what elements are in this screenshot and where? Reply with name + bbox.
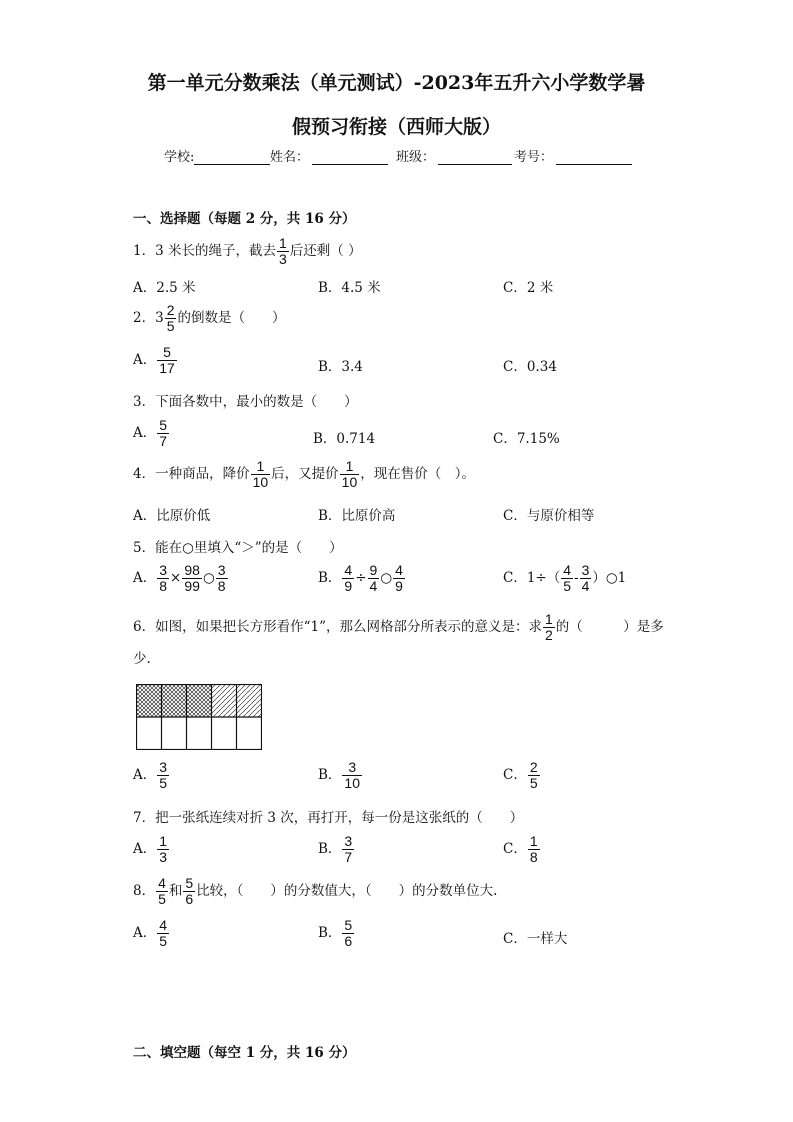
fraction xyxy=(216,563,228,594)
numerator: 5 xyxy=(344,917,353,933)
operator: - xyxy=(574,570,579,586)
numerator: 4 xyxy=(158,875,166,891)
question-text: 后，又提价 xyxy=(271,466,339,482)
question-5 xyxy=(133,536,343,556)
option-text: 2 米 xyxy=(526,280,554,296)
operator: ○ xyxy=(202,570,215,586)
denominator: 5 xyxy=(529,775,538,791)
q3-option-a[interactable] xyxy=(133,418,170,449)
option-label: C． xyxy=(503,570,527,586)
q4-option-a[interactable] xyxy=(133,504,210,524)
exam-no-label: 考号： xyxy=(514,150,554,165)
option-text: 1÷（ xyxy=(526,570,561,586)
exam-no-field[interactable] xyxy=(514,146,632,165)
question-text: 的倒数是（ ） xyxy=(177,310,286,326)
option-label: B． xyxy=(318,841,342,857)
question-7 xyxy=(133,806,523,826)
fraction xyxy=(156,876,168,907)
q6-option-b[interactable] xyxy=(318,760,363,791)
q3-option-b[interactable] xyxy=(313,427,375,447)
denominator: 10 xyxy=(341,474,358,490)
question-6-line2: 少. xyxy=(133,651,151,667)
class-field[interactable] xyxy=(396,146,512,165)
section1-heading: 一、选择题（每题 2 分，共 16 分） xyxy=(133,211,356,227)
question-text: 3 xyxy=(155,310,164,326)
question-text: 比较，（ ）的分数值大，（ ）的分数单位大. xyxy=(196,883,498,899)
q6-option-c[interactable] xyxy=(503,760,541,791)
fraction xyxy=(342,563,354,594)
denominator: 4 xyxy=(581,578,590,594)
q3-option-c[interactable] xyxy=(493,427,560,447)
name-field[interactable] xyxy=(270,146,388,165)
fraction xyxy=(340,459,360,490)
fraction xyxy=(368,563,380,594)
class-blank[interactable] xyxy=(438,150,512,165)
class-label: 班级： xyxy=(396,150,436,165)
question-8 xyxy=(133,876,497,907)
option-label: B． xyxy=(318,280,342,296)
question-6 xyxy=(133,612,664,643)
numerator: 2 xyxy=(166,302,175,318)
page-title-line2: 假预习衔接（西师大版） xyxy=(291,116,501,138)
option-text: 与原价相等 xyxy=(526,508,595,524)
name-label: 姓名： xyxy=(270,150,310,165)
numerator: 98 xyxy=(184,562,200,578)
denominator: 7 xyxy=(159,433,168,449)
question-number: 7． xyxy=(133,810,156,826)
fraction xyxy=(157,418,169,449)
numerator: 1 xyxy=(345,458,354,474)
option-text: 0.34 xyxy=(526,359,557,375)
fraction xyxy=(393,563,405,594)
denominator: 7 xyxy=(344,849,353,865)
fraction xyxy=(157,345,177,376)
option-text: 比原价低 xyxy=(156,508,211,524)
fraction xyxy=(528,760,540,791)
denominator: 2 xyxy=(545,627,553,643)
denominator: 3 xyxy=(159,849,168,865)
question-3 xyxy=(133,390,358,410)
option-label: A． xyxy=(133,280,157,296)
question-4 xyxy=(133,459,475,490)
q2-option-b[interactable] xyxy=(318,355,363,375)
question-text: 能在○里填入“＞”的是（ ） xyxy=(155,540,343,556)
question-2 xyxy=(133,303,285,334)
denominator: 8 xyxy=(159,578,168,594)
question-number: 3． xyxy=(133,394,156,410)
q2-option-c[interactable] xyxy=(503,355,557,375)
denominator: 4 xyxy=(369,578,378,594)
denominator: 5 xyxy=(563,578,572,594)
option-label: B． xyxy=(313,431,337,447)
denominator: 8 xyxy=(217,578,226,594)
numerator: 3 xyxy=(217,562,226,578)
option-label: A． xyxy=(133,570,157,586)
option-label: C． xyxy=(503,841,527,857)
question-text: 后还剩（ ） xyxy=(289,243,362,259)
fraction xyxy=(543,612,555,643)
option-label: B． xyxy=(318,508,342,524)
fraction xyxy=(251,459,271,490)
option-label: C． xyxy=(503,931,527,947)
denominator: 6 xyxy=(185,891,194,907)
fraction xyxy=(183,876,195,907)
denominator: 10 xyxy=(344,775,360,791)
denominator: 3 xyxy=(278,251,287,267)
section2-heading: 二、填空题（每空 1 分，共 16 分） xyxy=(133,1045,356,1061)
denominator: 8 xyxy=(529,849,538,865)
q8-option-c[interactable] xyxy=(503,927,567,947)
option-label: B． xyxy=(318,925,342,941)
numerator: 1 xyxy=(529,833,538,849)
question-number: 1． xyxy=(133,243,156,259)
operator: ○ xyxy=(380,570,393,586)
option-label: A． xyxy=(133,352,157,368)
denominator: 5 xyxy=(158,891,166,907)
numerator: 3 xyxy=(344,833,353,849)
numerator: 3 xyxy=(159,562,168,578)
numerator: 3 xyxy=(581,562,590,578)
fraction xyxy=(342,918,354,949)
exam-no-blank[interactable] xyxy=(556,150,632,165)
q7-option-b[interactable] xyxy=(318,834,355,865)
operator: × xyxy=(170,570,182,586)
denominator: 5 xyxy=(159,933,168,949)
denominator: 17 xyxy=(159,360,175,376)
school-blank[interactable] xyxy=(194,150,270,165)
option-label: A． xyxy=(133,841,157,857)
denominator: 9 xyxy=(395,578,403,594)
denominator: 9 xyxy=(344,578,353,594)
numerator: 9 xyxy=(369,562,378,578)
numerator: 1 xyxy=(545,611,553,627)
option-text: 7.15% xyxy=(516,431,560,447)
page-title-line1: 第一单元分数乘法（单元测试）-2023年五升六小学数学暑 xyxy=(147,72,646,94)
rectangle-grid-figure xyxy=(136,684,262,750)
numerator: 1 xyxy=(278,235,287,251)
cross-hatched-region xyxy=(137,685,212,717)
numerator: 4 xyxy=(395,562,403,578)
fraction xyxy=(182,563,202,594)
option-label: C． xyxy=(503,280,527,296)
fraction xyxy=(157,760,169,791)
q5-option-b[interactable] xyxy=(318,563,406,594)
option-text: 比原价高 xyxy=(341,508,396,524)
q4-option-b[interactable] xyxy=(318,504,395,524)
question-text: 3 米长的绳子，截去 xyxy=(155,243,276,259)
q1-option-a[interactable] xyxy=(133,276,196,296)
q4-option-c[interactable] xyxy=(503,504,594,524)
denominator: 5 xyxy=(159,775,168,791)
q2-option-a[interactable] xyxy=(133,345,178,376)
option-text: ）○1 xyxy=(592,570,627,586)
numerator: 4 xyxy=(159,917,168,933)
denominator: 99 xyxy=(184,578,200,594)
option-label: C． xyxy=(503,359,527,375)
fraction xyxy=(165,303,177,334)
question-text: 一种商品，降价 xyxy=(155,466,250,482)
fraction xyxy=(157,918,169,949)
option-text: 一样大 xyxy=(526,931,568,947)
numerator: 1 xyxy=(159,833,168,849)
question-text: ，现在售价（ ）。 xyxy=(360,466,475,482)
denominator: 6 xyxy=(344,933,353,949)
option-label: B． xyxy=(318,570,342,586)
question-number: 5． xyxy=(133,540,156,556)
question-number: 4． xyxy=(133,466,156,482)
option-label: C． xyxy=(493,431,517,447)
option-label: B． xyxy=(318,767,342,783)
question-text: 下面各数中，最小的数是（ ） xyxy=(155,394,358,410)
denominator: 5 xyxy=(166,318,175,334)
option-label: A． xyxy=(133,767,157,783)
option-label: C． xyxy=(503,508,527,524)
numerator: 1 xyxy=(256,458,265,474)
numerator: 5 xyxy=(163,344,171,360)
q1-option-c[interactable] xyxy=(503,276,553,296)
fraction xyxy=(157,563,169,594)
operator: ÷ xyxy=(355,570,367,586)
fraction xyxy=(561,563,573,594)
question-number: 6． xyxy=(133,619,156,635)
name-blank[interactable] xyxy=(312,150,388,165)
q7-option-a[interactable] xyxy=(133,834,170,865)
school-field[interactable] xyxy=(164,146,270,165)
question-text: 如图，如果把长方形看作“1”，那么网格部分所表示的意义是：求 xyxy=(155,619,542,635)
numerator: 3 xyxy=(348,759,357,775)
question-text: 的（ ）是多 xyxy=(555,619,664,635)
q8-option-a[interactable] xyxy=(133,918,170,949)
fraction xyxy=(342,834,354,865)
numerator: 3 xyxy=(159,759,168,775)
option-text: 3.4 xyxy=(341,359,363,375)
numerator: 5 xyxy=(159,417,168,433)
question-number: 8． xyxy=(133,883,156,899)
q1-option-b[interactable] xyxy=(318,276,381,296)
question-text: 把一张纸连续对折 3 次，再打开，每一份是这张纸的（ ） xyxy=(155,810,524,826)
option-label: A． xyxy=(133,925,157,941)
numerator: 5 xyxy=(185,875,194,891)
denominator: 10 xyxy=(252,474,269,490)
numerator: 2 xyxy=(529,759,538,775)
option-label: A． xyxy=(133,425,157,441)
numerator: 4 xyxy=(344,562,353,578)
numerator: 4 xyxy=(563,562,572,578)
question-1 xyxy=(133,236,362,267)
option-label: C． xyxy=(503,767,527,783)
option-label: A． xyxy=(133,508,157,524)
q5-option-c[interactable] xyxy=(503,563,626,594)
fraction xyxy=(342,760,362,791)
q7-option-c[interactable] xyxy=(503,834,541,865)
fraction xyxy=(580,563,592,594)
option-text: 0.714 xyxy=(336,431,376,447)
option-text: 2.5 米 xyxy=(156,280,196,296)
option-label: B． xyxy=(318,359,342,375)
question-text: 和 xyxy=(168,883,183,899)
question-number: 2． xyxy=(133,310,156,326)
fraction xyxy=(157,834,169,865)
option-text: 4.5 米 xyxy=(341,280,381,296)
q5-option-a[interactable] xyxy=(133,563,229,594)
fraction xyxy=(528,834,540,865)
school-label: 学校: xyxy=(164,150,195,165)
q8-option-b[interactable] xyxy=(318,918,355,949)
fraction xyxy=(277,236,289,267)
q6-option-a[interactable] xyxy=(133,760,170,791)
